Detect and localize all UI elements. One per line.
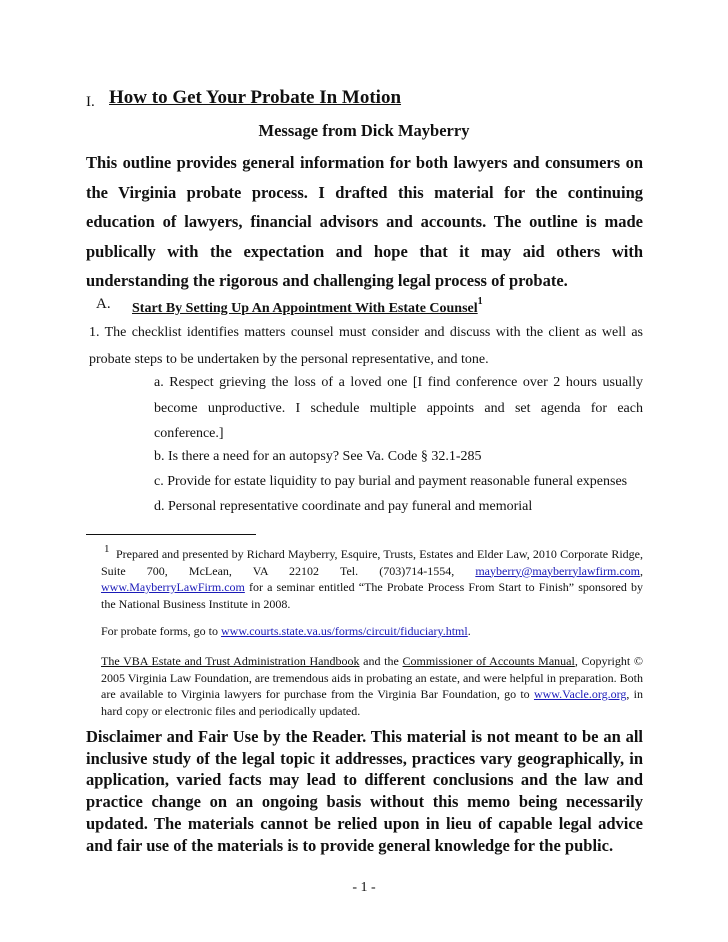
subitem-c: c. Provide for estate liquidity to pay burial and payment reasonable funeral expenses [154,474,628,489]
book-title: The VBA Estate and Trust Administration Handbook [101,654,360,668]
list-item-1: 1. The checklist identifies matters counsel must consider and discuss with the client as well as probate steps to be undertaken by the personal representative, and tone. [89,325,643,367]
intro-line: understanding the rigorous and challenging legal process of probate. [86,271,568,290]
website-link[interactable]: www.MayberryLawFirm.com [101,580,245,594]
page-title: How to Get Your Probate In Motion [109,87,402,108]
intro-line: publically with the expectation and hope that it may aid others with [86,241,643,261]
section-title [132,296,483,317]
footnote-text: . [467,624,471,638]
footnote-paragraph-2 [101,623,643,640]
footnote-text: , Copyright © 2005 Virginia Law Foundation, are tremendous aids in probating an estate, and were helpful in preparation. Both are available to Virginia lawyers for purchase from the Virginia Bar Foundation, go to [101,654,643,701]
footnote-text: For probate forms, go to [101,624,221,638]
footnote-number: 1 [104,543,110,555]
book-title: Commissioner of Accounts Manual [402,654,575,668]
footnote-paragraph-3 [101,653,643,719]
footnote-ref[interactable]: 1 [477,296,483,307]
heading-number: I. [86,94,95,110]
intro-line: This outline provides general information for both lawyers and consumers on [86,153,643,172]
subitem-b: b. Is there a need for an autopsy? See Va. Code § 32.1-285 [154,449,482,464]
intro-paragraph [86,148,643,296]
subitem-a: a. Respect grieving the loss of a loved one [I find conference over 2 hours usually become unproductive. I schedule multiple appoints and set agenda for each conference.] [154,375,643,441]
email-link[interactable]: mayberry@mayberrylawfirm.com [475,563,640,578]
footnote-text: , in hard copy or electronic files and periodically updated. [101,687,643,718]
section-letter: A. [96,296,111,312]
disclaimer-paragraph: Disclaimer and Fair Use by the Reader. This material is not meant to be an all inclusive study of the legal topic it addresses, practices vary geographically, in application, varied facts may lead to different conclusions and the law and practice change on an ongoing basis without this memo being necessarily updated. The materials cannot be relied upon in lieu of capable legal advice and fair use of the materials is to provide general knowledge for the public. [86,727,643,855]
probate-forms-link[interactable]: www.courts.state.va.us/forms/circuit/fiduciary.html [220,624,468,638]
intro-line: the Virginia probate process. I drafted this material for the continuing [86,182,643,202]
footnote-text: for a seminar entitled “The Probate Process From Start to Finish” sponsored by the National Business Institute in 2008. [101,580,643,611]
footnote-paragraph-1 [101,546,643,612]
subitem-d: d. Personal representative coordinate and pay funeral and memorial [154,499,533,514]
intro-line: education of lawyers, financial advisors and accounts. The outline is made [86,212,643,231]
separator: , [640,563,643,578]
section-title-text: Start By Setting Up An Appointment With Estate Counsel [132,301,478,316]
vacle-link[interactable]: www.Vacle.org.org [533,687,627,701]
footnote-text: Prepared and presented by Richard Mayberry, Esquire, Trusts, Estates and Elder Law, 2010 Corporate Ridge, Suite 700, McLean, VA 22102 Tel. (703)714-1554, [101,547,643,578]
footnote-divider [86,534,256,535]
subheading: Message from Dick Mayberry [258,121,470,140]
page-number: - 1 - [352,880,376,895]
footnote-text: and the [359,654,403,668]
